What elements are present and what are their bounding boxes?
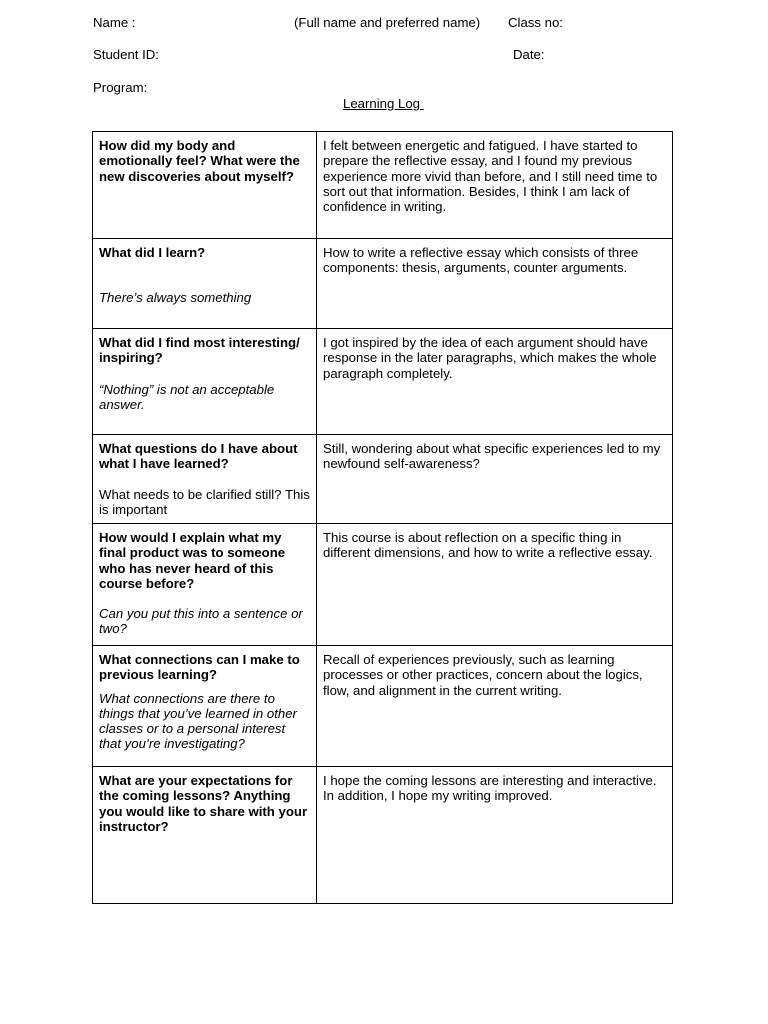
question-cell	[93, 524, 317, 646]
header-class-label: Class no:	[508, 15, 563, 30]
table-row	[93, 435, 673, 524]
answer-cell	[317, 524, 673, 646]
answer-cell	[317, 767, 673, 904]
table-row	[93, 329, 673, 435]
table-row	[93, 524, 673, 646]
question-hint: What connections are there to things that you’ve learned in other classes or to a personal interest that you’re investigating?	[99, 690, 297, 752]
answer-text: This course is about reflection on a specific thing in different dimensions, and how to write a reflective essay.	[323, 530, 653, 561]
answer-text: How to write a reflective essay which consists of three components: thesis, arguments, counter arguments.	[323, 245, 639, 276]
page-title: Learning Log	[343, 96, 424, 111]
question-cell	[93, 329, 317, 435]
answer-text: Recall of experiences previously, such as learning processes or other practices, concern about the logics, flow, and alignment in the current writing.	[323, 652, 643, 698]
question-text: How did my body and emotionally feel? What were the new discoveries about myself?	[99, 138, 300, 184]
question-text: What did I find most interesting/ inspiring?	[99, 335, 300, 366]
question-cell	[93, 239, 317, 329]
question-hint: What needs to be clarified still? This is important	[99, 486, 310, 517]
answer-cell	[317, 435, 673, 524]
question-cell	[93, 132, 317, 239]
answer-cell	[317, 329, 673, 435]
header-student-id-label: Student ID:	[93, 47, 159, 62]
question-hint: “Nothing” is not an acceptable answer.	[99, 381, 275, 412]
question-text: What are your expectations for the coming lessons? Anything you would like to share with your instructor?	[99, 773, 308, 834]
question-text: What connections can I make to previous learning?	[99, 652, 300, 683]
question-text: What did I learn?	[99, 245, 206, 260]
answer-cell	[317, 132, 673, 239]
table-row	[93, 767, 673, 904]
question-text: How would I explain what my final product was to someone who has never heard of this course before?	[99, 530, 286, 591]
question-cell	[93, 767, 317, 904]
question-cell	[93, 646, 317, 767]
answer-cell	[317, 646, 673, 767]
header-date-label: Date:	[513, 47, 545, 62]
answer-text: Still, wondering about what specific experiences led to my newfound self-awareness?	[323, 441, 661, 472]
question-cell	[93, 435, 317, 524]
learning-log-table	[92, 131, 673, 904]
table-row	[93, 132, 673, 239]
answer-cell	[317, 239, 673, 329]
question-text: What questions do I have about what I have learned?	[99, 441, 298, 472]
header-program-label: Program:	[93, 80, 148, 95]
answer-text: I got inspired by the idea of each argument should have response in the later paragraphs, which makes the whole paragraph completely.	[323, 335, 657, 381]
table-row	[93, 239, 673, 329]
header-name-label: Name :	[93, 15, 136, 30]
answer-text: I felt between energetic and fatigued. I have started to prepare the reflective essay, and I found my previous experience more vivid than before, and I still need time to sort out that information. Besides, I think I am lack of confidence in writing.	[323, 138, 658, 215]
table-row	[93, 646, 673, 767]
question-hint: Can you put this into a sentence or two?	[99, 606, 303, 637]
answer-text: I hope the coming lessons are interesting and interactive. In addition, I hope my writing improved.	[323, 773, 657, 804]
question-hint: There’s always something	[99, 290, 252, 306]
header-name-hint: (Full name and preferred name)	[294, 15, 481, 30]
